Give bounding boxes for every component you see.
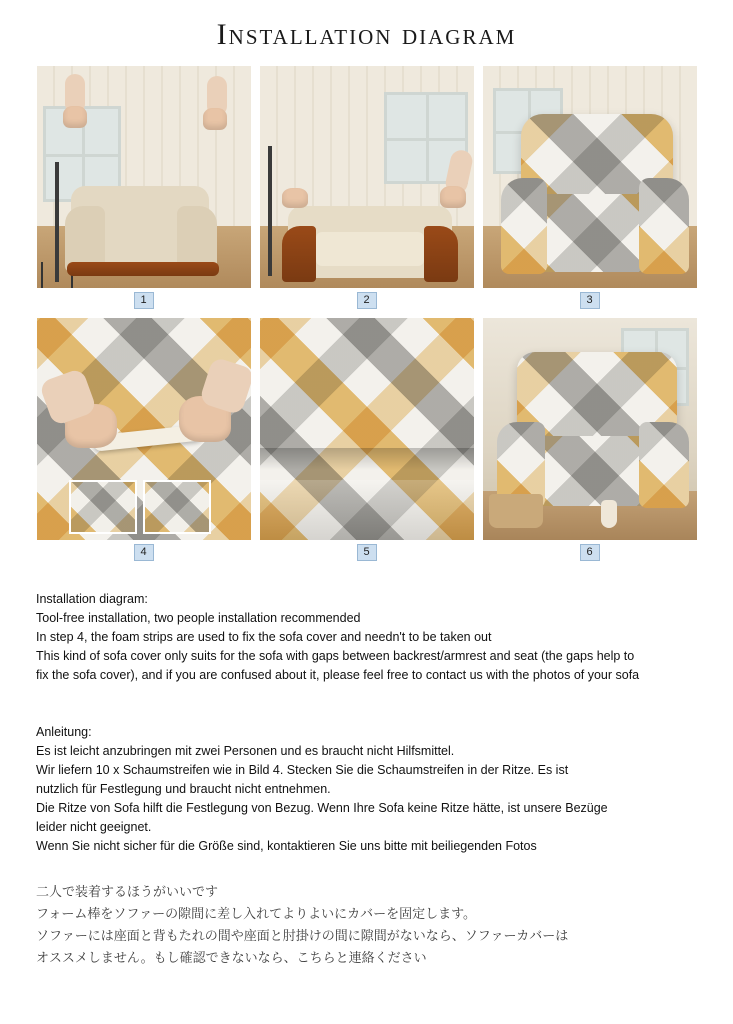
step-photo-1 bbox=[37, 66, 251, 288]
german-line-2: Wir liefern 10 x Schaumstreifen wie in Bild 4. Stecken Sie die Schaumstreifen in der Ritze. Es ist bbox=[36, 763, 569, 777]
step-badge-6: 6 bbox=[580, 544, 600, 561]
left-hand bbox=[282, 188, 308, 208]
japanese-section bbox=[36, 882, 697, 970]
sofa-wood-right bbox=[424, 226, 458, 282]
german-line-5: leider nicht geeignet. bbox=[36, 820, 152, 834]
inset-closeup-left bbox=[69, 480, 137, 534]
section-gap bbox=[36, 685, 697, 704]
german-section bbox=[36, 723, 697, 856]
step-photo-2 bbox=[260, 66, 474, 288]
step-badge-2: 2 bbox=[357, 292, 377, 309]
step-cell-3 bbox=[483, 66, 697, 312]
right-hand bbox=[203, 108, 227, 130]
step-badge-1: 1 bbox=[134, 292, 154, 309]
step-badge-row-2 bbox=[260, 288, 474, 312]
japanese-line-2: フォーム棒をソファーの隙間に差し入れてよりよいにカバーを固定します。 bbox=[36, 907, 477, 922]
step-cell-2 bbox=[260, 66, 474, 312]
step-badge-row-4 bbox=[37, 540, 251, 564]
english-line-3: This kind of sofa cover only suits for the sofa with gaps between backrest/armrest and seat (the gaps help to bbox=[36, 649, 635, 663]
japanese-line-4: オススメしません。もし確認できないなら、こちらと連絡ください bbox=[36, 951, 427, 966]
step-photo-6 bbox=[483, 318, 697, 540]
english-heading: Installation diagram: bbox=[36, 592, 148, 606]
step-badge-row-1 bbox=[37, 288, 251, 312]
step-cell-4 bbox=[37, 318, 251, 564]
step-badge-3: 3 bbox=[580, 292, 600, 309]
seat-crease-shadow bbox=[260, 448, 474, 470]
step-badge-row-3 bbox=[483, 288, 697, 312]
covered-armchair-arm-right bbox=[639, 178, 689, 274]
step-cell-6 bbox=[483, 318, 697, 564]
english-section bbox=[36, 590, 697, 685]
step-cell-5 bbox=[260, 318, 474, 564]
step-badge-row-5 bbox=[260, 540, 474, 564]
vase bbox=[601, 500, 617, 528]
step-photo-5 bbox=[260, 318, 474, 540]
right-hand bbox=[440, 186, 466, 208]
german-line-4: Die Ritze von Sofa hilft die Festlegung von Bezug. Wenn Ihre Sofa keine Ritze hätte, ist unsere Bezüge bbox=[36, 801, 608, 815]
step-photo-3 bbox=[483, 66, 697, 288]
basket bbox=[489, 494, 543, 528]
sofa-wood-left bbox=[282, 226, 316, 282]
english-line-1: Tool-free installation, two people installation recommended bbox=[36, 611, 361, 625]
inset-closeup-right bbox=[143, 480, 211, 534]
german-line-1: Es ist leicht anzubringen mit zwei Personen und es braucht nicht Hilfsmittel. bbox=[36, 744, 455, 758]
armchair-wood-trim bbox=[67, 262, 219, 276]
step-photo-grid bbox=[37, 66, 697, 564]
step-badge-4: 4 bbox=[134, 544, 154, 561]
seat-edge-highlight bbox=[260, 480, 474, 540]
german-heading: Anleitung: bbox=[36, 725, 92, 739]
page-title bbox=[0, 0, 733, 66]
covered-armchair-arm-left bbox=[501, 178, 547, 274]
section-gap bbox=[36, 704, 697, 723]
step-badge-row-6 bbox=[483, 540, 697, 564]
english-line-4: fix the sofa cover), and if you are confused about it, please feel free to contact us with the photos of your sofa bbox=[36, 668, 640, 682]
tripod-pole bbox=[268, 146, 272, 276]
left-hand bbox=[63, 106, 87, 128]
step-photo-4 bbox=[37, 318, 251, 540]
japanese-line-1: 二人で装着するほうがいいです bbox=[36, 885, 219, 900]
japanese-line-3: ソファーには座面と背もたれの間や座面と肘掛けの間に隙間がないなら、ソファーカバーは bbox=[36, 929, 569, 944]
finished-armchair-arm-right bbox=[639, 422, 689, 508]
step-cell-1 bbox=[37, 66, 251, 312]
german-line-6: Wenn Sie nicht sicher für die Größe sind, kontaktieren Sie uns bitte mit beiliegenden Fotos bbox=[36, 839, 537, 853]
step-badge-5: 5 bbox=[357, 544, 377, 561]
sofa-cushion bbox=[316, 232, 424, 266]
german-line-3: nutzlich für Festlegung und braucht nicht entnehmen. bbox=[36, 782, 331, 796]
page-title-text: Installation diagram bbox=[216, 18, 517, 51]
instructions-text bbox=[36, 590, 697, 970]
english-line-2: In step 4, the foam strips are used to fix the sofa cover and needn't to be taken out bbox=[36, 630, 492, 644]
